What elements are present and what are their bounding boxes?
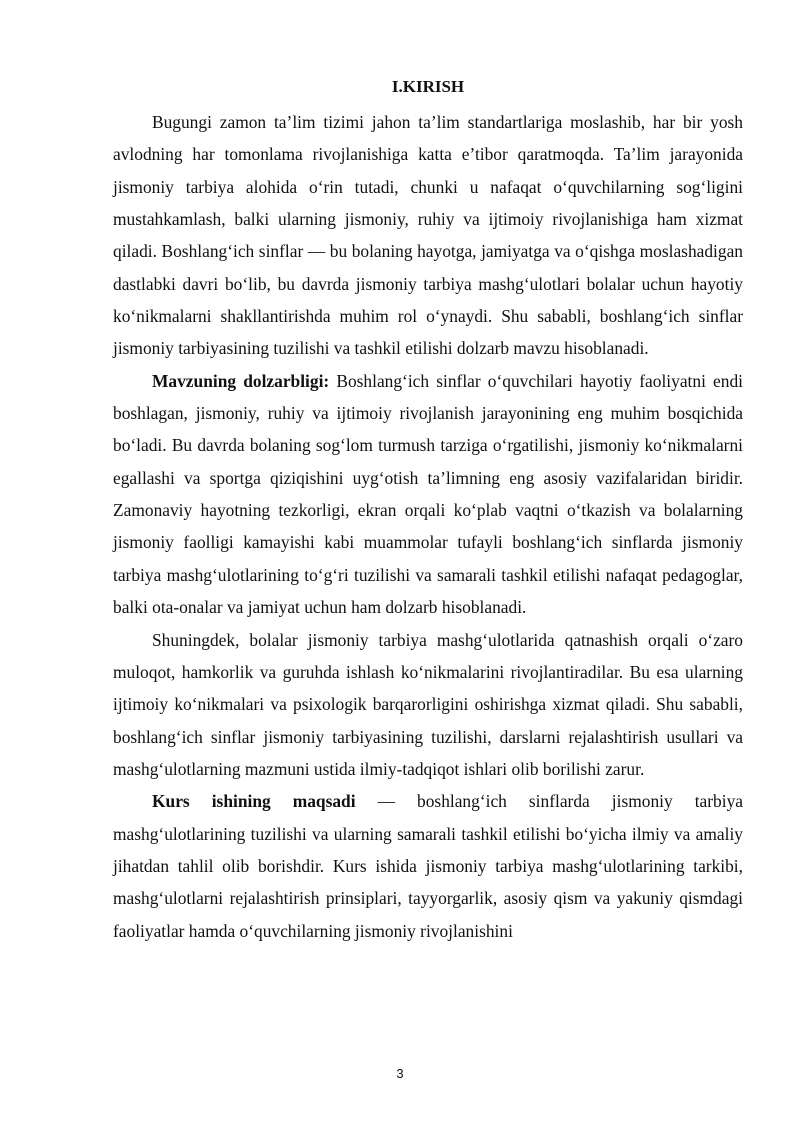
- paragraph-relevance: [113, 365, 743, 624]
- paragraph-intro: [113, 106, 743, 365]
- section-title: I.KIRISH: [391, 77, 465, 96]
- paragraph-social-skills: [113, 624, 743, 786]
- paragraph-relevance-text: Boshlang‘ich sinflar o‘quvchilari hayotiy faoliyatni endi boshlagan, jismoniy, ruhiy va ijtimoiy rivojlanish jarayonining eng muhim bosqichida bo‘ladi. Bu davrda bolaning sog‘lom turmush tarziga o‘rgatilishi, jismoniy ko‘nikmalarni egallashi va sportga qiziqishini uyg‘otish ta’limning eng asosiy vazifalaridan biridir. Zamonaviy hayotning tezkorligi, ekran orqali ko‘plab vaqtni o‘tkazish va bolalarning jismoniy faolligi kamayishi kabi muammolar tufayli boshlang‘ich sinflarda jismoniy tarbiya mashg‘ulotlarining to‘g‘ri tuzilishi va samarali tashkil etilishi nafaqat pedagoglar, balki ota-onalar va jamiyat uchun ham dolzarb hisoblanadi.: [113, 370, 743, 618]
- paragraph-goal-text: — boshlang‘ich sinflarda jismoniy tarbiya mashg‘ulotlarining tuzilishi va ularning samarali tashkil etilishi bo‘yicha ilmiy va amaliy jihatdan tahlil olib borishdir. Kurs ishida jismoniy tarbiya mashg‘ulotlarining tarkibi, mashg‘ulotlarni rejalashtirish prinsiplari, tayyorgarlik, asosiy qism va yakuniy qismdagi faoliyatlar hamda o‘quvchilarning jismoniy rivojlanishini: [113, 791, 743, 941]
- page-number: 3: [396, 1066, 404, 1081]
- relevance-heading: Mavzuning dolzarbligi:: [152, 370, 330, 391]
- body-text: [113, 106, 743, 947]
- paragraph-goal: [113, 785, 743, 947]
- paragraph-intro-text: Bugungi zamon ta’lim tizimi jahon ta’lim standartlariga moslashib, har bir yosh avlodning har tomonlama rivojlanishiga katta e’tibor qaratmoqda. Ta’lim jarayonida jismoniy tarbiya alohida o‘rin tutadi, chunki u nafaqat o‘quvchilarning sog‘ligini mustahkamlash, balki ularning jismoniy, ruhiy va ijtimoiy rivojlanishiga ham xizmat qiladi. Boshlang‘ich sinflar — bu bolaning hayotga, jamiyatga va o‘qishga moslashadigan dastlabki davri bo‘lib, bu davrda jismoniy tarbiya mashg‘ulotlari bolalar uchun hayotiy ko‘nikmalarni shakllantirishda muhim rol o‘ynaydi. Shu sababli, boshlang‘ich sinflar jismoniy tarbiyasining tuzilishi va tashkil etilishi dolzarb mavzu hisoblanadi.: [113, 112, 743, 359]
- paragraph-social-skills-text: Shuningdek, bolalar jismoniy tarbiya mashg‘ulotlarida qatnashish orqali o‘zaro muloqot, hamkorlik va guruhda ishlash ko‘nikmalarini rivojlantiradilar. Bu esa ularning ijtimoiy ko‘nikmalari va psixologik barqarorligini oshirishga xizmat qiladi. Shu sababli, boshlang‘ich sinflar jismoniy tarbiyasining tuzilishi, darslarni rejalashtirish usullari va mashg‘ulotlarning mazmuni ustida ilmiy-tadqiqot ishlari olib borilishi zarur.: [113, 629, 743, 779]
- goal-heading: Kurs ishining maqsadi: [152, 791, 356, 812]
